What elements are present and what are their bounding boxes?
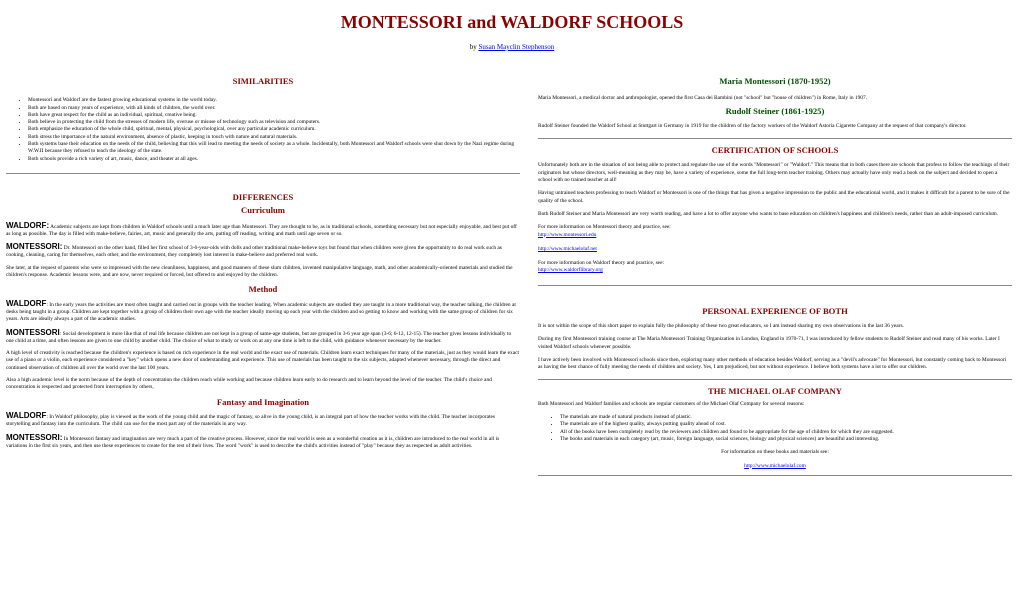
- montessori-info-text: For more information on Montessori theory and practice, see:: [538, 224, 671, 231]
- list-item: • The materials are made of natural products instead of plastic.: [560, 414, 1012, 421]
- method-paragraph: A high level of creativity is reached because the children's experience is based on rich experience in the real world and the exact use of materials. Children learn exact techniques for many of the materials, just as they would learn the exact use of a piano or a violin, each experience considered a "key" which opens a new door of understanding and experience. This use of materials has been taught to the six subjects, adapted whenever necessary, through the direct and continued observation of children all over the world over the last 100 years.: [6, 350, 520, 371]
- divider: [538, 475, 1012, 476]
- list-item: • The books and materials in each category (art, music, foreign language, social sciences, biology and physical sciences) are beautiful and interesting.: [560, 436, 1012, 443]
- curriculum-montessori: [6, 243, 520, 260]
- certification-heading: CERTIFICATION OF SCHOOLS: [711, 145, 839, 156]
- certification-paragraph: Both Rudolf Steiner and Maria Montessori are very worth reading, and have a lot to offer anyone who wants to base education on children's happiness and children's needs, rather than an adult-imposed curriculum.: [538, 210, 999, 217]
- similarities-heading: SIMILARITIES: [232, 76, 294, 86]
- waldorf-label: WALDORF:: [6, 220, 50, 230]
- differences-heading: DIFFERENCES: [232, 191, 294, 202]
- waldorf-label: WALDORF: [6, 298, 47, 308]
- montessori-founder-heading: Maria Montessori (1870-1952): [719, 76, 831, 86]
- montessori-label: MONTESSORI:: [6, 432, 63, 442]
- montessori-label: MONTESSORI: [6, 327, 60, 337]
- fantasy-waldorf: [6, 412, 520, 429]
- personal-paragraph: I have actively been involved with Montessori schools since then, exploring many other methods of education besides Waldorf, serving as a "devil's advocate" for Montessori, but constantly coming back to Montessori as having the best chance of fully meeting the needs of children and society. Yes, I am prejudiced, but not without experience. I believe both systems have a lot to offer our children.: [538, 356, 1007, 371]
- curriculum-paragraph: She later, at the request of parents who were so impressed with the new cleanliness, happiness, and good manners of these slum children, invented manipulative language, math, and other academically-oriented materials and studied the children's response. Academic lessons were, and are now, never required or forced, but offered to and enjoyed by the children.: [6, 264, 513, 279]
- fantasy-montessori: [6, 434, 520, 451]
- paragraph-text: : Social development is more like that of real life because children are not kept in a group of same-age students, but are grouped in 3-6 year age span (3-6; 6-12, 12-15). The teacher gives lessons individually to one child at a time, and often lessons are given to one child by another child. The choice of what to study or work on at any one time is left to the child, with guidance whenever necessary by the teacher.: [6, 330, 512, 344]
- montessori-label: MONTESSORI:: [6, 242, 63, 252]
- company-list: [538, 414, 1012, 443]
- steiner-founder-text: Rudolf Steiner founded the Waldorf School at Stuttgart in Germany in 1919 for the children of the factory workers of the Waldorf Astoria Cigarette Company at the request of that company's director.: [538, 122, 967, 129]
- paragraph-text: Dr. Montessori on the other hand, filled her first school of 3-6-year-olds with dolls and other traditional make-believe toys but found that when children were given the opportunity to do real work such as cooking, cleaning, caring for themselves, each other, and the environment, they completely lost interest in make-believe and preferred real work.: [6, 245, 502, 259]
- list-item: • Both have great respect for the child as an individual, spiritual, creative being.: [28, 112, 520, 119]
- author-link[interactable]: Susan Mayclin Stephenson: [478, 43, 555, 51]
- method-waldorf: [6, 300, 520, 324]
- left-column: [6, 68, 520, 450]
- list-item: • Both schools provide a rich variety of art, music, dance, and theater at all ages.: [28, 156, 520, 163]
- list-item: • All of the books have been completely read by the reviewers and children and found to be appropriate for the age of children for which they are suggested.: [560, 429, 1012, 436]
- montessori-edu-link[interactable]: http://www.montessori.edu: [538, 231, 597, 238]
- page-title: MONTESSORI and WALDORF SCHOOLS: [340, 12, 684, 32]
- right-column: [538, 68, 1012, 476]
- personal-paragraph: It is not within the scope of this short paper to explain fully the philosophy of these two great educators, so I am instead sharing my own observations in the last 36 years.: [538, 323, 904, 330]
- list-item: • Both systems base their education on the needs of the child, believing that this will lead to meeting the needs of society as a whole. Incidentally, both Montessori and Waldorf schools were shut down by the Nazi regime during W.W.II because they refused to teach the ideology of the state.: [28, 141, 520, 156]
- curriculum-heading: Curriculum: [241, 205, 285, 216]
- method-montessori: [6, 329, 520, 346]
- waldorf-library-link[interactable]: http://www.waldorflibrary.org: [538, 267, 603, 274]
- fantasy-heading: Fantasy and Imagination: [216, 396, 310, 407]
- company-heading: THE MICHAEL OLAF COMPANY: [708, 385, 842, 396]
- list-item: • The materials are of the highest quality, always putting quality ahead of cost.: [560, 421, 1012, 428]
- waldorf-label: WALDORF: [6, 410, 47, 420]
- byline: [0, 43, 1024, 51]
- michaelolaf-com-link[interactable]: http://www.michaelolaf.com: [744, 462, 806, 469]
- list-item: • Both are based on many years of experience, with all kinds of children, the world over.: [28, 105, 520, 112]
- paragraph-text: Academic subjects are kept from children in Waldorf schools until a much later age than Montessori. They are thought to be, as in traditional schools, something necessary but not especially enjoyable, and best put off as long as possible. The day is filled with make-believe, fairies, art, music and generally the arts, putting off reading, writing and math until age seven or so.: [6, 223, 517, 237]
- steiner-founder-heading: Rudolf Steiner (1861-1925): [725, 105, 825, 116]
- personal-heading: PERSONAL EXPERIENCE OF BOTH: [702, 305, 848, 316]
- paragraph-text: In Montessori fantasy and imagination are very much a part of the creative process. However, since the real world is seen as a wonderful creation as it is, children are introduced to the real world in all is variations in the first six years, and then use these experiences to create for the rest of their lives. The word "work" is used to describe the child's activities instead of "play" because they as respected as adult activities.: [6, 435, 500, 449]
- personal-paragraph: During my first Montessori training course at The Maria Montessori Training Organization in London, England in 1970-71, I was introduced by fellow students to Rudolf Steiner and read many of his works. Later I visited Waldorf schools whenever possible.: [538, 336, 1000, 350]
- method-paragraph: Also a high academic level is the norm because of the depth of concentration the children reach while working and because children learn early to do research and to learn beyond the level of the teacher. The child's choice and concentration is respected and protected from interruption by others,: [6, 377, 492, 391]
- waldorf-info-text: For more information on Waldorf theory and practice, see:: [538, 260, 664, 267]
- company-intro: Both Montessori and Waldorf families and schools are regular customers of the Michael Olaf Company for several reasons:: [538, 400, 805, 407]
- certification-paragraph: Unfortunately both are in the situation of not being able to protect and regulate the use of the words "Montessori" or "Waldorf." This means that in both cases there are schools that profess to follow the teachings of their originators but whose directors, well-meaning as they may be, have a variety of experience, some the full long-term teacher training. Others may actually have only read a book on the subject and decided to open a school with no trained teacher at all!: [538, 162, 1010, 184]
- certification-paragraph: Having untrained teachers professing to teach Waldorf or Montessori is one of the things that has given a negative impression to the public and the educational world, and it makes it difficult for a parent to be sure of the quality of the school.: [538, 190, 1010, 204]
- byline-prefix: by: [469, 43, 477, 51]
- list-item: • Both stress the importance of the natural environment, absence of plastic, keeping in touch with nature and natural materials.: [28, 134, 520, 141]
- list-item: • Both emphasize the education of the whole child, spiritual, mental, physical, psychological, over any particular academic curriculum.: [28, 126, 520, 133]
- montessori-founder-text: Maria Montessori, a medical doctor and anthropologist, opened the first Casa dei Bambini (not "school" but "house of children") in Rome, Italy in 1907.: [538, 95, 868, 102]
- michaelolaf-net-link[interactable]: http://www.michaelolaf.net: [538, 245, 597, 252]
- method-heading: Method: [248, 284, 278, 295]
- list-item: • Both believe in protecting the child from the stresses of modern life, overuse or misuse of technology such as television and computers.: [28, 119, 520, 126]
- list-item: • Montessori and Waldorf are the fastest growing educational systems in the world today.: [28, 97, 520, 104]
- paragraph-text: : In Waldorf philosophy, play is viewed as the work of the young child and the magic of fantasy, so alive in the young child, is an integral part of how the teacher works with the child. The teacher incorporates storytelling and fantasy into the curriculum. The child can use for the most part any of the materials in any way.: [6, 413, 495, 428]
- curriculum-waldorf: [6, 222, 520, 239]
- similarities-list: [6, 97, 520, 163]
- company-info-text: For information on these books and materials see:: [721, 449, 829, 456]
- paragraph-text: : In the early years the activities are most often taught and carried out in groups with the teacher leading. When academic subjects are studied they are taught in a more traditional way, the teacher talking, the children at desks being taught in a group. Children are kept together with a group of children their own age with the teacher ideally moving up each year with the children and so getting to know and working with the same group of children for six years. Arts are ideally always a part of the academic studies.: [6, 301, 516, 323]
